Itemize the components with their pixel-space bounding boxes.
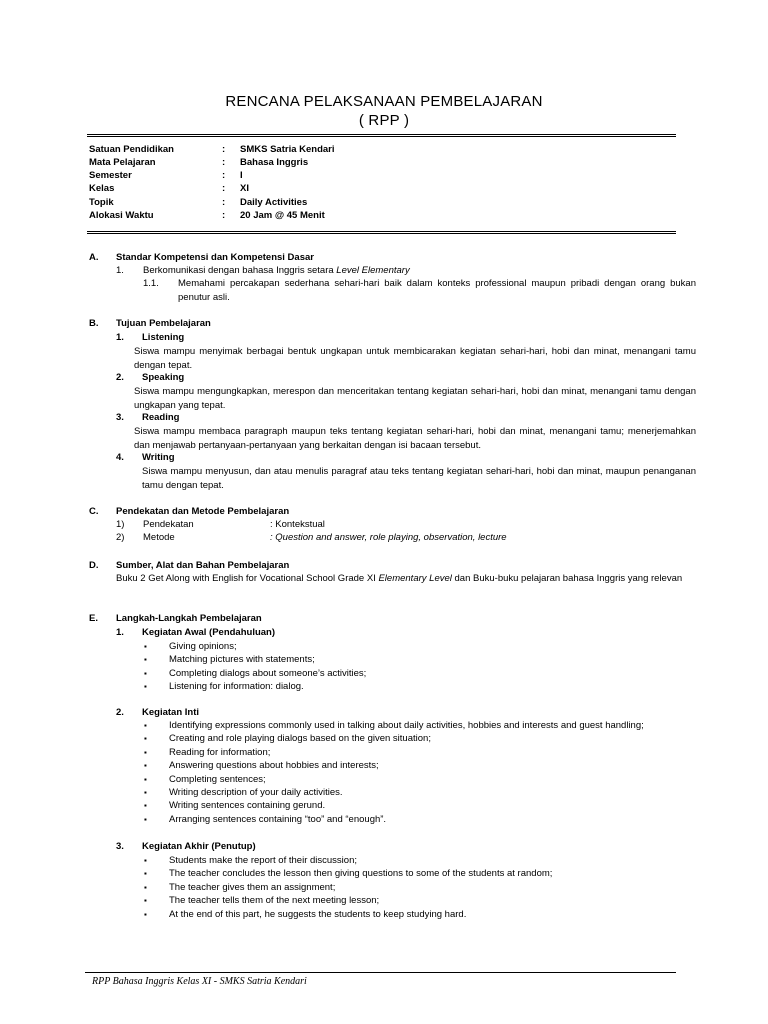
footer-text: RPP Bahasa Inggris Kelas XI - SMKS Satria Kendari	[92, 976, 307, 987]
info-label: Kelas	[89, 183, 115, 194]
basic-competency-text: Memahami percakapan sederhana sehari-hari baik dalam konteks professional maupun pribadi dengan orang bukan penutur asli.	[178, 278, 696, 303]
step-item: At the end of this part, he suggests the students to keep studying hard.	[169, 908, 467, 920]
info-value: XI	[240, 183, 249, 194]
step-item: Writing sentences containing gerund.	[169, 800, 326, 812]
info-value: Bahasa Inggris	[240, 157, 309, 168]
step-item: Completing dialogs about someone’s activities;	[169, 667, 367, 679]
section-heading: Langkah-Langkah Pembelajaran	[116, 613, 262, 624]
bullet-marker: ▪	[144, 814, 147, 824]
step-item: Students make the report of their discussion;	[169, 855, 357, 866]
list-number: 2.	[116, 707, 124, 718]
bullet-marker: ▪	[144, 788, 147, 797]
step-item: Writing description of your daily activities.	[169, 787, 343, 798]
section-letter: D.	[89, 560, 99, 571]
section-letter: A.	[89, 252, 99, 263]
section-letter: B.	[89, 318, 99, 329]
info-label: Alokasi Waktu	[89, 210, 154, 221]
list-number: 3.	[116, 841, 124, 852]
bullet-marker: ▪	[144, 721, 147, 730]
info-label: Semester	[89, 170, 132, 181]
skill-title: Listening	[142, 332, 185, 343]
section-letter: C.	[89, 506, 99, 517]
skill-title: Reading	[142, 412, 180, 423]
bullet-marker: ▪	[144, 896, 147, 906]
info-label: Satuan Pendidikan	[89, 144, 174, 155]
step-item: Reading for information;	[169, 746, 271, 758]
step-title: Kegiatan Akhir (Penutup)	[142, 841, 256, 852]
bullet-marker: ▪	[144, 761, 147, 771]
competency-text: Berkomunikasi dengan bahasa Inggris setara	[143, 265, 337, 276]
header-rule-top	[87, 134, 676, 137]
list-number: 1.	[116, 627, 124, 638]
info-value: 20 Jam @ 45 Menit	[240, 210, 325, 221]
skill-text: Siswa mampu menyimak berbagai bentuk ungkapan untuk membicarakan kegiatan sehari-hari, hobi dan minat, menangani tamu dengan tepat.	[134, 346, 696, 371]
step-title: Kegiatan Inti	[142, 707, 200, 718]
section-letter: E.	[89, 613, 98, 624]
approach-value: : Kontekstual	[270, 519, 325, 530]
competency-level: Level Elementary	[336, 265, 410, 276]
skill-text: Siswa mampu mengungkapkan, merespon dan menceritakan tentang kegiatan sehari-hari, hobi dan minat, menangani tamu dengan ungkapan yang tepat.	[134, 386, 696, 411]
step-item: Creating and role playing dialogs based on the given situation;	[169, 733, 431, 745]
list-number: 1.	[116, 265, 124, 276]
source-text-part: dan Buku-buku pelajaran bahasa Inggris yang relevan	[451, 573, 683, 584]
bullet-marker: ▪	[144, 882, 147, 892]
bullet-marker: ▪	[144, 734, 147, 744]
method-label: Metode	[143, 532, 175, 543]
source-text	[116, 572, 696, 586]
info-colon: :	[222, 197, 226, 208]
info-value: SMKS Satria Kendari	[240, 144, 335, 155]
section-heading: Pendekatan dan Metode Pembelajaran	[116, 506, 290, 517]
bullet-marker: ▪	[144, 909, 147, 919]
document-subtitle: ( RPP )	[358, 112, 410, 129]
info-label: Topik	[89, 197, 114, 208]
list-number: 4.	[116, 452, 124, 463]
bullet-marker: ▪	[144, 642, 147, 651]
step-item: Arranging sentences containing “too” and “enough”.	[169, 813, 387, 825]
document-title: RENCANA PELAKSANAAN PEMBELAJARAN	[225, 93, 543, 110]
section-heading: Tujuan Pembelajaran	[116, 318, 211, 329]
info-label: Mata Pelajaran	[89, 157, 156, 168]
skill-title: Speaking	[142, 372, 185, 383]
info-colon: :	[222, 170, 226, 181]
bullet-marker: ▪	[144, 774, 147, 784]
step-item: The teacher tells them of the next meeting lesson;	[169, 895, 380, 907]
step-item: Giving opinions;	[169, 641, 237, 652]
list-number: 3.	[116, 412, 124, 423]
info-colon: :	[222, 144, 226, 155]
footer-rule	[85, 972, 676, 973]
step-item: The teacher gives them an assignment;	[169, 881, 336, 893]
source-text-part: Buku 2 Get Along with English for Vocational School Grade XI	[116, 573, 379, 584]
skill-text: Siswa mampu menyusun, dan atau menulis paragraf atau teks tentang kegiatan sehari-hari, hobi dan minat, maupun penanganan tamu dengan tepat.	[142, 466, 696, 491]
method-value: : Question and answer, role playing, observation, lecture	[270, 532, 507, 543]
skill-title: Writing	[142, 452, 175, 463]
step-item: Completing sentences;	[169, 773, 266, 785]
step-item: Answering questions about hobbies and interests;	[169, 760, 379, 772]
info-colon: :	[222, 183, 226, 194]
source-level: Elementary Level	[378, 573, 452, 584]
section-heading: Standar Kompetensi dan Kompetensi Dasar	[116, 252, 314, 263]
approach-label: Pendekatan	[143, 519, 194, 530]
skill-text: Siswa mampu membaca paragraph maupun teks tentang kegiatan sehari-hari, hobi dan minat, menangani tamu; menerjemahkan dan menjawab pertanyaan-pertanyaan yang berkaitan dengan isi bacaan tersebut.	[134, 426, 696, 451]
bullet-marker: ▪	[144, 668, 147, 678]
header-rule-bottom	[87, 231, 676, 234]
info-value: I	[240, 170, 243, 181]
bullet-marker: ▪	[144, 682, 147, 692]
step-item: Matching pictures with statements;	[169, 654, 315, 666]
bullet-marker: ▪	[144, 869, 147, 879]
step-item: The teacher concludes the lesson then giving questions to some of the students at random;	[169, 868, 553, 880]
info-colon: :	[222, 157, 226, 168]
bullet-marker: ▪	[144, 856, 147, 865]
section-heading: Sumber, Alat dan Bahan Pembelajaran	[116, 560, 290, 571]
competency-standard	[143, 265, 410, 277]
list-number: 1)	[116, 519, 125, 530]
bullet-marker: ▪	[144, 801, 147, 811]
list-number: 2)	[116, 532, 125, 543]
bullet-marker: ▪	[144, 655, 147, 665]
step-item: Identifying expressions commonly used in talking about daily activities, hobbies and interests and guest handling;	[169, 720, 644, 731]
list-number: 1.	[116, 332, 124, 343]
info-colon: :	[222, 210, 226, 221]
info-value: Daily Activities	[240, 197, 308, 208]
bullet-marker: ▪	[144, 747, 147, 757]
step-title: Kegiatan Awal (Pendahuluan)	[142, 627, 276, 638]
step-item: Listening for information: dialog.	[169, 681, 304, 693]
list-number: 2.	[116, 372, 124, 383]
sub-number: 1.1.	[143, 278, 159, 289]
